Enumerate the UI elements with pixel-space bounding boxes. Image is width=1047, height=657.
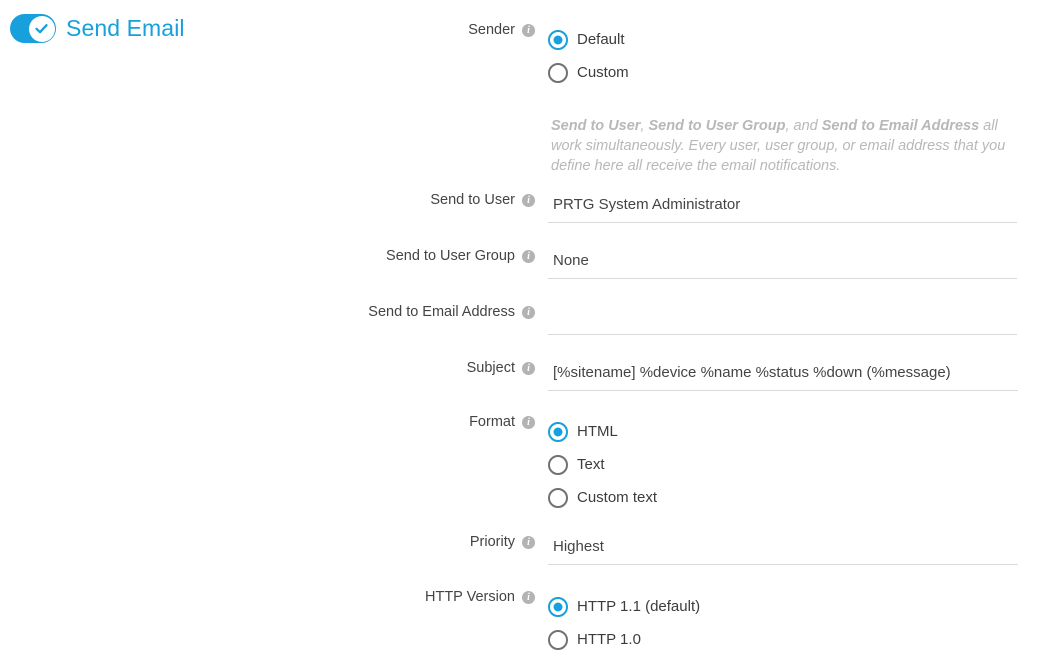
hint-sep-2: , and <box>785 118 822 134</box>
label-send-to-user-group <box>0 248 545 264</box>
field-priority <box>545 534 1047 565</box>
sender-option-custom[interactable] <box>548 56 1047 89</box>
info-icon-priority[interactable]: i <box>522 536 535 549</box>
hint-bold-send-to-email-address: Send to Email Address <box>821 118 980 134</box>
field-sender <box>545 22 1047 89</box>
label-http-version-text: HTTP Version <box>425 589 515 605</box>
field-sender-hint <box>545 108 1047 180</box>
row-http-version <box>0 589 1047 656</box>
field-send-to-user <box>545 192 1047 223</box>
field-http-version <box>545 589 1047 656</box>
label-format <box>0 414 545 430</box>
label-send-to-email-address <box>0 304 545 320</box>
radio-http-11[interactable] <box>548 597 568 617</box>
row-send-to-user-group <box>0 248 1047 279</box>
format-option-text[interactable] <box>548 448 1047 481</box>
label-http-version <box>0 589 545 605</box>
subject-input[interactable] <box>548 360 1018 391</box>
hint-sep-1: , <box>640 118 649 134</box>
http-version-option-10[interactable] <box>548 623 1047 656</box>
label-subject <box>0 360 545 376</box>
radio-html[interactable] <box>548 422 568 442</box>
send-to-email-address-input[interactable] <box>548 304 1017 335</box>
hint-bold-send-to-user-group: Send to User Group <box>648 118 786 134</box>
row-format <box>0 414 1047 514</box>
label-format-text: Format <box>469 414 515 430</box>
field-format <box>545 414 1047 514</box>
http-version-radio-group <box>548 589 1047 656</box>
field-subject <box>545 360 1047 391</box>
label-send-to-user-text: Send to User <box>430 192 515 208</box>
format-option-html-label: HTML <box>577 423 618 440</box>
format-radio-group <box>548 414 1047 514</box>
send-to-user-input[interactable] <box>548 192 1017 223</box>
http-version-option-11-label: HTTP 1.1 (default) <box>577 598 701 615</box>
label-send-to-user-group-text: Send to User Group <box>386 248 515 264</box>
http-version-option-10-label: HTTP 1.0 <box>577 631 641 648</box>
row-sender-hint <box>0 108 1047 180</box>
label-subject-text: Subject <box>466 360 515 376</box>
row-send-to-user <box>0 192 1047 223</box>
row-send-to-email-address <box>0 304 1047 335</box>
radio-custom[interactable] <box>548 63 568 83</box>
format-option-text-label: Text <box>577 456 605 473</box>
row-subject <box>0 360 1047 391</box>
field-send-to-user-group <box>545 248 1047 279</box>
label-sender-text: Sender <box>468 22 515 38</box>
row-sender <box>0 22 1047 89</box>
field-send-to-email-address <box>545 304 1047 335</box>
http-version-option-11[interactable] <box>548 590 1047 623</box>
info-icon-send-to-user[interactable]: i <box>522 194 535 207</box>
info-icon-format[interactable]: i <box>522 416 535 429</box>
format-option-html[interactable] <box>548 415 1047 448</box>
info-icon-send-to-user-group[interactable]: i <box>522 250 535 263</box>
label-priority <box>0 534 545 550</box>
format-option-custom-text[interactable] <box>548 481 1047 514</box>
info-icon-subject[interactable]: i <box>522 362 535 375</box>
send-to-user-group-input[interactable] <box>548 248 1017 279</box>
sender-radio-group <box>548 22 1047 89</box>
sender-option-default[interactable] <box>548 23 1047 56</box>
format-option-custom-text-label: Custom text <box>577 489 658 506</box>
info-icon-sender[interactable]: i <box>522 24 535 37</box>
radio-http-10[interactable] <box>548 630 568 650</box>
info-icon-send-to-email-address[interactable]: i <box>522 306 535 319</box>
label-priority-text: Priority <box>469 534 515 550</box>
sender-hint-text <box>548 108 1016 180</box>
priority-input[interactable] <box>548 534 1018 565</box>
radio-text[interactable] <box>548 455 568 475</box>
label-send-to-email-address-text: Send to Email Address <box>368 304 515 320</box>
label-sender <box>0 22 545 38</box>
radio-default[interactable] <box>548 30 568 50</box>
row-priority <box>0 534 1047 565</box>
sender-option-custom-label: Custom <box>577 64 629 81</box>
sender-option-default-label: Default <box>577 31 625 48</box>
page-title: Send Email <box>66 15 185 41</box>
hint-tail: all work simultaneously. Every user, user group, or email address that you define here all receive the email notifications. <box>551 118 1006 174</box>
radio-custom-text[interactable] <box>548 488 568 508</box>
label-send-to-user <box>0 192 545 208</box>
hint-bold-send-to-user: Send to User <box>551 118 641 134</box>
info-icon-http-version[interactable]: i <box>522 591 535 604</box>
